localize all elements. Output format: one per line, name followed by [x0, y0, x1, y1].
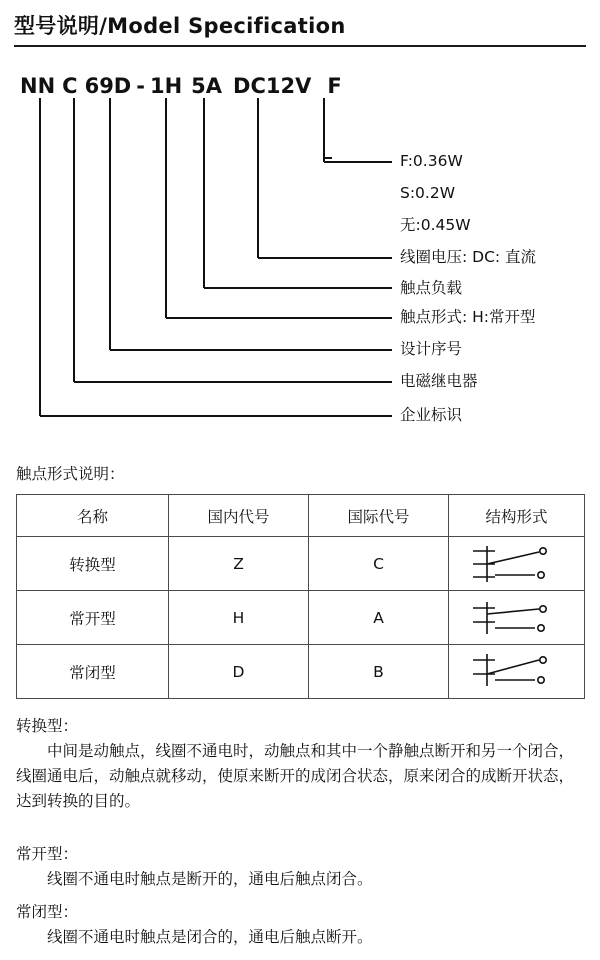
description-normally-open	[16, 842, 588, 892]
header-divider	[14, 45, 586, 47]
description-text: 中间是动触点，线圈不通电时，动触点和其中一个静触点断开和另一个闭合，线圈通电后，动触点就移动，使原来断开的成闭合状态，原来闭合的成断开状态，达到转换的目的。	[16, 742, 575, 811]
code-segment-dash: -	[136, 74, 145, 98]
legend-note-relay-type: 电磁继电器	[400, 372, 478, 390]
legend-note-power-none: 无:0.45W	[400, 216, 471, 234]
leader-lines	[0, 96, 600, 446]
normally-open-contact-symbol	[469, 598, 565, 638]
cell-international-normally-closed: B	[309, 645, 449, 699]
page-title: 型号说明/Model Specification	[14, 14, 346, 38]
cell-domestic-normally-closed: D	[169, 645, 309, 699]
cell-name-changeover: 转换型	[17, 537, 169, 591]
legend-note-power-f: F:0.36W	[400, 152, 463, 170]
legend-note-design-serial: 设计序号	[400, 340, 463, 358]
cell-domestic-normally-open: H	[169, 591, 309, 645]
legend-note-company-mark: 企业标识	[400, 406, 463, 424]
contact-form-table	[16, 494, 585, 699]
contact-form-section-label: 触点形式说明：	[16, 465, 125, 483]
description-changeover	[16, 714, 588, 814]
cell-symbol-normally-open	[449, 591, 585, 645]
cell-name-normally-open: 常开型	[17, 591, 169, 645]
contact-form-table-wrap	[16, 494, 584, 699]
cell-symbol-normally-closed	[449, 645, 585, 699]
model-code-row	[20, 68, 342, 98]
code-segment-series: 69D	[84, 74, 132, 98]
code-segment-contact-form: 1H	[149, 74, 183, 98]
column-header-domestic-code: 国内代号	[169, 495, 309, 537]
legend-note-contact-form: 触点形式: H:常开型	[400, 308, 536, 326]
normally-closed-contact-symbol	[469, 652, 565, 692]
code-segment-contact-load: 5A	[191, 74, 223, 98]
changeover-contact-symbol	[469, 542, 565, 586]
description-title: 常开型：	[16, 845, 79, 863]
legend-note-coil-voltage: 线圈电压: DC: 直流	[400, 248, 537, 266]
description-title: 常闭型：	[16, 903, 79, 921]
legend-note-contact-load: 触点负载	[400, 279, 463, 297]
description-text: 线圈不通电时触点是闭合的，通电后触点断开。	[47, 928, 373, 947]
cell-domestic-changeover: Z	[169, 537, 309, 591]
code-segment-power: F	[327, 74, 342, 98]
table-row	[17, 537, 585, 591]
page-header	[14, 14, 586, 47]
description-title: 转换型：	[16, 717, 79, 735]
cell-international-changeover: C	[309, 537, 449, 591]
code-segment-type: C	[62, 74, 78, 98]
table-header-row	[17, 495, 585, 537]
cell-international-normally-open: A	[309, 591, 449, 645]
code-segment-coil-voltage: DC12V	[233, 74, 312, 98]
column-header-name: 名称	[17, 495, 169, 537]
code-segment-brand: NN	[20, 74, 56, 98]
column-header-structure: 结构形式	[449, 495, 585, 537]
table-row	[17, 591, 585, 645]
model-code-leader-diagram	[0, 96, 600, 446]
table-row	[17, 645, 585, 699]
column-header-international-code: 国际代号	[309, 495, 449, 537]
cell-name-normally-closed: 常闭型	[17, 645, 169, 699]
description-normally-closed	[16, 900, 588, 950]
cell-symbol-changeover	[449, 537, 585, 591]
legend-note-power-s: S:0.2W	[400, 184, 456, 202]
description-text: 线圈不通电时触点是断开的，通电后触点闭合。	[47, 870, 373, 889]
